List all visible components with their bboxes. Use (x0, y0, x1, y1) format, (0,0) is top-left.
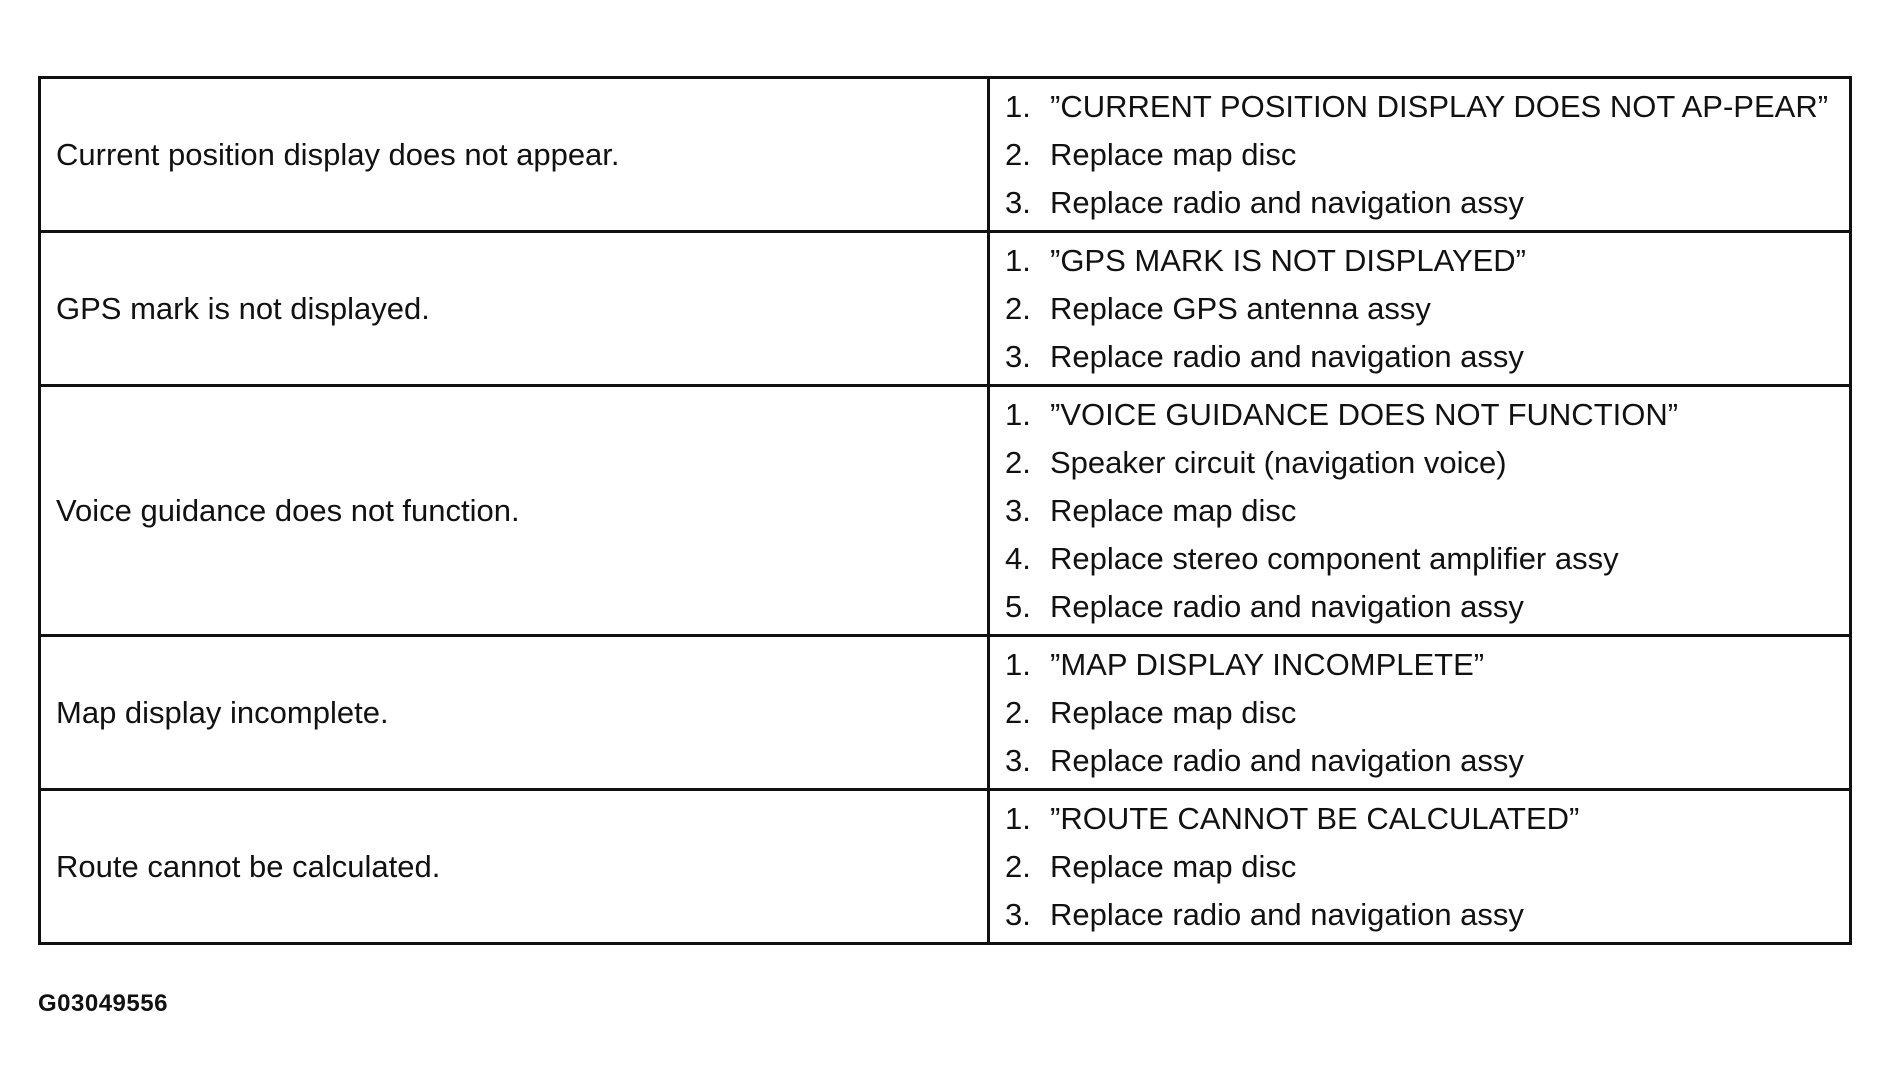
step-text: Speaker circuit (navigation voice) (1050, 445, 1507, 480)
list-item (1005, 237, 1839, 285)
list-item (1005, 391, 1839, 439)
step-text: ”ROUTE CANNOT BE CALCULATED” (1050, 801, 1580, 836)
symptom-cell: Current position display does not appear. (40, 78, 989, 232)
step-number: 3. (1005, 493, 1031, 528)
action-list (1005, 237, 1839, 381)
symptom-cell: Voice guidance does not function. (40, 386, 989, 636)
actions-cell (989, 636, 1851, 790)
step-text: Replace radio and navigation assy (1050, 897, 1524, 932)
step-text: Replace radio and navigation assy (1050, 743, 1524, 778)
step-text: ”MAP DISPLAY INCOMPLETE” (1050, 647, 1485, 682)
step-number: 3. (1005, 743, 1031, 778)
action-list (1005, 641, 1839, 785)
list-item (1005, 333, 1839, 381)
step-text: ”VOICE GUIDANCE DOES NOT FUNCTION” (1050, 397, 1679, 432)
table-row (40, 78, 1851, 232)
step-number: 2. (1005, 849, 1031, 884)
list-item (1005, 689, 1839, 737)
step-text: ”GPS MARK IS NOT DISPLAYED” (1050, 243, 1527, 278)
step-text: Replace map disc (1050, 849, 1297, 884)
list-item (1005, 439, 1839, 487)
step-number: 3. (1005, 897, 1031, 932)
list-item (1005, 83, 1839, 131)
list-item (1005, 843, 1839, 891)
step-number: 1. (1005, 647, 1031, 682)
step-text: Replace radio and navigation assy (1050, 339, 1524, 374)
symptom-cell: Map display incomplete. (40, 636, 989, 790)
step-text: Replace map disc (1050, 695, 1297, 730)
list-item (1005, 131, 1839, 179)
table-row (40, 386, 1851, 636)
symptom-cell: GPS mark is not displayed. (40, 232, 989, 386)
list-item (1005, 535, 1839, 583)
step-text: Replace map disc (1050, 137, 1297, 172)
step-text: Replace stereo component amplifier assy (1050, 541, 1619, 576)
step-number: 4. (1005, 541, 1031, 576)
step-number: 1. (1005, 89, 1031, 124)
step-text: Replace map disc (1050, 493, 1297, 528)
step-number: 1. (1005, 397, 1031, 432)
troubleshooting-table (38, 76, 1852, 945)
step-text: Replace GPS antenna assy (1050, 291, 1431, 326)
action-list (1005, 83, 1839, 227)
list-item (1005, 583, 1839, 631)
list-item (1005, 641, 1839, 689)
actions-cell (989, 386, 1851, 636)
table-row (40, 790, 1851, 944)
list-item (1005, 737, 1839, 785)
step-number: 2. (1005, 137, 1031, 172)
action-list (1005, 391, 1839, 631)
table-row (40, 636, 1851, 790)
list-item (1005, 179, 1839, 227)
step-number: 2. (1005, 445, 1031, 480)
step-number: 3. (1005, 185, 1031, 220)
step-number: 2. (1005, 291, 1031, 326)
figure-id: G03049556 (38, 990, 168, 1017)
list-item (1005, 891, 1839, 939)
step-text: Replace radio and navigation assy (1050, 589, 1524, 624)
list-item (1005, 795, 1839, 843)
list-item (1005, 285, 1839, 333)
step-number: 3. (1005, 339, 1031, 374)
actions-cell (989, 232, 1851, 386)
step-number: 1. (1005, 801, 1031, 836)
step-text: ”CURRENT POSITION DISPLAY DOES NOT AP-PEAR” (1050, 89, 1829, 124)
table-row (40, 232, 1851, 386)
symptom-cell: Route cannot be calculated. (40, 790, 989, 944)
actions-cell (989, 790, 1851, 944)
action-list (1005, 795, 1839, 939)
step-number: 1. (1005, 243, 1031, 278)
step-number: 5. (1005, 589, 1031, 624)
actions-cell (989, 78, 1851, 232)
step-number: 2. (1005, 695, 1031, 730)
list-item (1005, 487, 1839, 535)
step-text: Replace radio and navigation assy (1050, 185, 1524, 220)
